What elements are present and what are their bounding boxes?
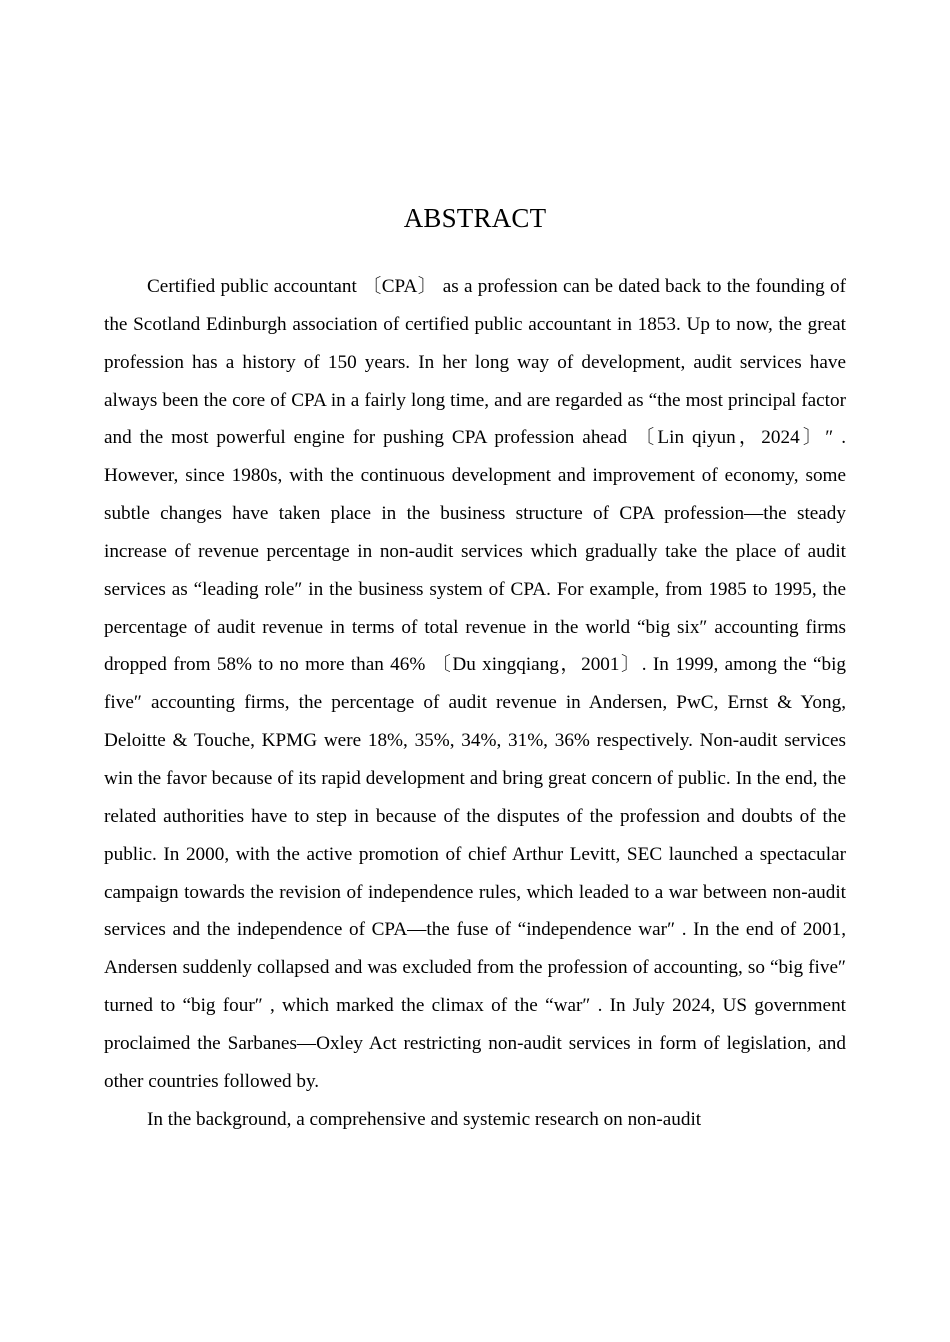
abstract-paragraph-1: Certified public accountant 〔CPA〕 as a profession can be dated back to the founding of the Scotland Edinburgh association of certified public accountant in 1853. Up to now, the great profession has a history of 150 years. In her long way of development, audit services have always been the core of CPA in a fairly long time, and are regarded as “the most principal factor and the most powerful engine for pushing CPA profession ahead 〔Lin qiyun，2024〕″ . However, since 1980s, with the continuous development and improvement of economy, some subtle changes have taken place in the business structure of CPA profession—the steady increase of revenue percentage in non-audit services which gradually take the place of audit services as “leading role″ in the business system of CPA. For example, from 1985 to 1995, the percentage of audit revenue in terms of total revenue in the world “big six″ accounting firms dropped from 58% to no more than 46% 〔Du xingqiang，2001〕. In 1999, among the “big five″ accounting firms, the percentage of audit revenue in Andersen, PwC, Ernst & Yong, Deloitte & Touche, KPMG were 18%, 35%, 34%, 31%, 36% respectively. Non-audit services win the favor because of its rapid development and bring great concern of public. In the end, the related authorities have to step in because of the disputes of the profession and doubts of the public. In 2000, with the active promotion of chief Arthur Levitt, SEC launched a spectacular campaign towards the revision of independence rules, which leaded to a war between non-audit services and the independence of CPA—the fuse of “independence war″ . In the end of 2001, Andersen suddenly collapsed and was excluded from the profession of accounting, so “big five″ turned to “big four″ , which marked the climax of the “war″ . In July 2024, US government proclaimed the Sarbanes—Oxley Act restricting non-audit services in form of legislation, and other countries followed by. xyxy=(104,276,846,1092)
abstract-body xyxy=(104,268,846,1138)
abstract-paragraph-2: In the background, a comprehensive and systemic research on non-audit xyxy=(147,1108,702,1130)
abstract-heading: ABSTRACT xyxy=(403,203,547,233)
